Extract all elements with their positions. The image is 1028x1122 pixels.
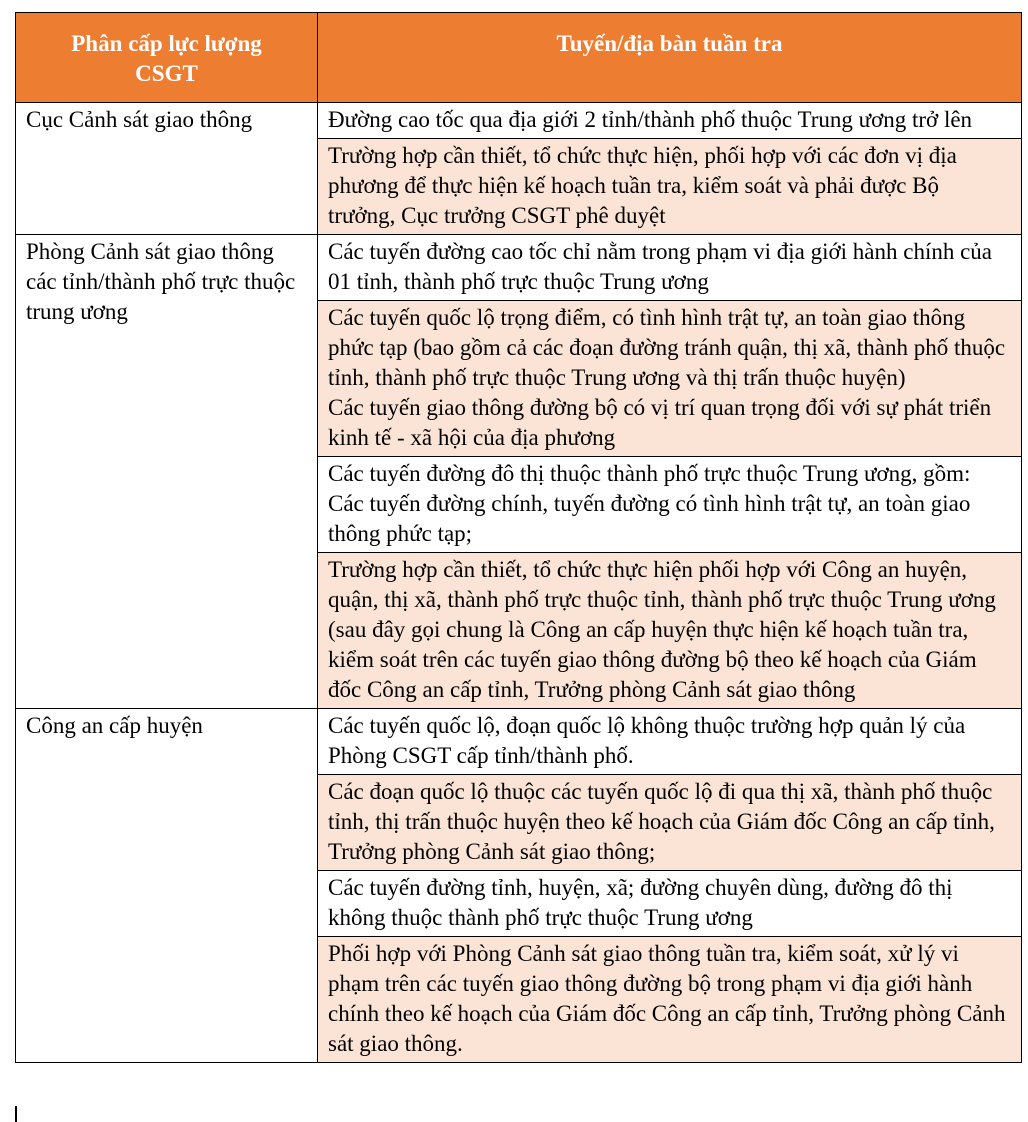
- category-cell: Công an cấp huyện: [16, 709, 318, 1063]
- header-patrol-area-text: Tuyến/địa bàn tuần tra: [556, 31, 783, 56]
- table-row: [16, 709, 1022, 775]
- table-row: [16, 103, 1022, 139]
- header-force-level-text: Phân cấp lực lượng CSGT: [71, 31, 262, 86]
- route-cell: Các đoạn quốc lộ thuộc các tuyến quốc lộ đi qua thị xã, thành phố thuộc tỉnh, thị trấn thuộc huyện theo kế hoạch của Giám đốc Công an cấp tỉnh, Trưởng phòng Cảnh sát giao thông;: [318, 775, 1022, 871]
- header-patrol-area: [318, 13, 1022, 103]
- route-cell: Các tuyến đường cao tốc chỉ nằm trong phạm vi địa giới hành chính của 01 tỉnh, thành phố trực thuộc Trung ương: [318, 235, 1022, 301]
- header-force-level: [16, 13, 318, 103]
- table-header-row: [16, 13, 1022, 103]
- route-cell: Các tuyến đường tỉnh, huyện, xã; đường chuyên dùng, đường đô thị không thuộc thành phố trực thuộc Trung ương: [318, 871, 1022, 937]
- patrol-assignment-table: [15, 12, 1022, 1063]
- route-paragraph: Các tuyến quốc lộ trọng điểm, có tình hình trật tự, an toàn giao thông phức tạp (bao gồm cả các đoạn đường tránh quận, thị xã, thành phố thuộc tỉnh, thành phố trực thuộc Trung ương và thị trấn thuộc huyện): [328, 305, 1006, 390]
- route-paragraph: Các tuyến giao thông đường bộ có vị trí quan trọng đối với sự phát triển kinh tế - xã hội của địa phương: [328, 395, 992, 450]
- category-cell: Phòng Cảnh sát giao thông các tỉnh/thành phố trực thuộc trung ương: [16, 235, 318, 709]
- route-cell: Trường hợp cần thiết, tổ chức thực hiện phối hợp với Công an huyện, quận, thị xã, thành phố trực thuộc tỉnh, thành phố trực thuộc Trung ương (sau đây gọi chung là Công an cấp huyện thực hiện kế hoạch tuần tra, kiểm soát trên các tuyến giao thông đường bộ theo kế hoạch của Giám đốc Công an cấp tỉnh, Trưởng phòng Cảnh sát giao thông: [318, 553, 1022, 709]
- table-edge-stub: [15, 1106, 17, 1122]
- route-cell: Các tuyến quốc lộ, đoạn quốc lộ không thuộc trường hợp quản lý của Phòng CSGT cấp tỉnh/thành phố.: [318, 709, 1022, 775]
- route-cell: Các tuyến đường đô thị thuộc thành phố trực thuộc Trung ương, gồm: Các tuyến đường chính, tuyến đường có tình hình trật tự, an toàn giao thông phức tạp;: [318, 457, 1022, 553]
- route-cell: Phối hợp với Phòng Cảnh sát giao thông tuần tra, kiểm soát, xử lý vi phạm trên các tuyến giao thông đường bộ trong phạm vi địa giới hành chính theo kế hoạch của Giám đốc Công an cấp tỉnh, Trưởng phòng Cảnh sát giao thông.: [318, 937, 1022, 1063]
- table-row: [16, 235, 1022, 301]
- route-cell: Trường hợp cần thiết, tổ chức thực hiện, phối hợp với các đơn vị địa phương để thực hiện kế hoạch tuần tra, kiểm soát và phải được Bộ trưởng, Cục trưởng CSGT phê duyệt: [318, 139, 1022, 235]
- patrol-table-container: [15, 12, 1021, 1063]
- category-cell: Cục Cảnh sát giao thông: [16, 103, 318, 235]
- route-cell-combined: [318, 301, 1022, 457]
- route-cell: Đường cao tốc qua địa giới 2 tỉnh/thành phố thuộc Trung ương trở lên: [318, 103, 1022, 139]
